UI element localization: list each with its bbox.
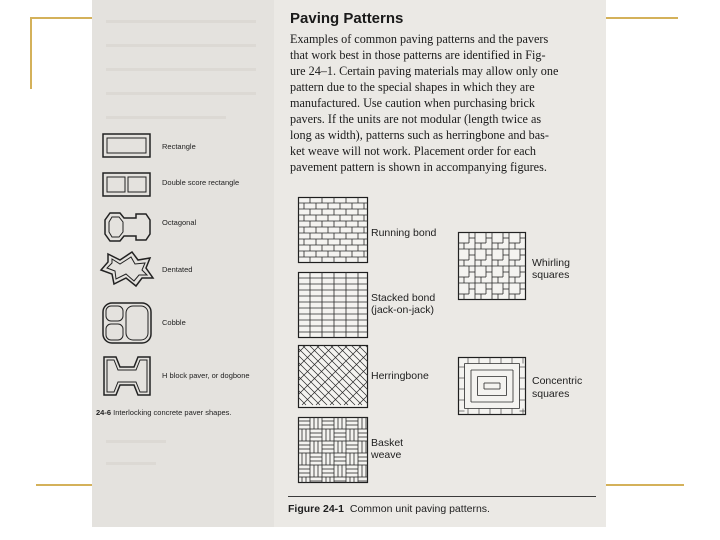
- shape-label-rectangle: Rectangle: [162, 142, 196, 151]
- pattern-frame: [299, 273, 368, 338]
- whirling-squares-pattern: [458, 232, 526, 300]
- pattern-label-weave: weave: [371, 449, 402, 461]
- pattern-label-concentric: Concentric: [532, 375, 583, 387]
- pattern-frame: [299, 198, 368, 263]
- figure-caption: [288, 503, 490, 515]
- left-caption-number: 24-6: [96, 408, 112, 417]
- basket-weave-pattern: [298, 417, 368, 483]
- figure-caption-text: Common unit paving patterns.: [349, 503, 490, 515]
- paragraph-line: Examples of common paving patterns and the pavers: [290, 32, 549, 46]
- shape-label-dogbone: H block paver, or dogbone: [162, 371, 250, 380]
- paragraph-line: manufactured. Use caution when purchasing brick: [290, 96, 536, 110]
- decor-line-top-right: [606, 17, 678, 19]
- rectangle-paver-icon: [102, 133, 152, 159]
- left-figure-caption: [96, 408, 232, 417]
- shape-label-double-score: Double score rectangle: [162, 178, 240, 187]
- pattern-label-basket: Basket: [371, 437, 404, 449]
- paragraph-line: pattern due to the special shapes in which they are: [290, 80, 535, 94]
- pattern-label-stacked-bond: Stacked bond: [371, 292, 436, 304]
- stacked-bond-pattern: [298, 272, 368, 338]
- paragraph-line: that work best in those patterns are identified in Fig-: [290, 48, 546, 62]
- pattern-label-running-bond: Running bond: [371, 227, 437, 239]
- decor-line-bottom-left: [36, 484, 92, 486]
- pattern-label-herringbone: Herringbone: [371, 370, 429, 382]
- pattern-frame: [459, 358, 526, 415]
- paragraph-line: pavers. If the units are not modular (length twice as: [290, 112, 542, 126]
- shape-label-cobble: Cobble: [162, 318, 186, 327]
- paragraph-line: ket weave will not work. Placement order for each: [290, 144, 537, 158]
- octagonal-paver-icon: [102, 210, 152, 244]
- dentated-paver-icon: [98, 250, 156, 288]
- dogbone-paver-icon: [102, 355, 152, 397]
- cobble-paver-icon: [102, 302, 152, 344]
- pattern-label-whirling-sub: squares: [532, 269, 570, 281]
- pattern-label-whirling: Whirling: [532, 257, 570, 269]
- page-heading: Paving Patterns: [290, 10, 404, 27]
- paragraph-line: pavement pattern is shown in accompanying figures.: [290, 160, 547, 174]
- shape-label-dentated: Dentated: [162, 265, 193, 274]
- herringbone-pattern: [298, 345, 368, 408]
- concentric-squares-pattern: [458, 357, 526, 415]
- running-bond-pattern: [298, 197, 368, 263]
- double-score-paver-icon: [102, 172, 152, 198]
- scanned-textbook-page: [92, 0, 606, 527]
- caption-rule: [288, 496, 596, 497]
- decor-line-left-vertical: [30, 17, 32, 89]
- left-caption-text: Interlocking concrete paver shapes.: [113, 408, 232, 417]
- figure-caption-number: Figure 24-1: [288, 503, 345, 515]
- shape-label-octagonal: Octagonal: [162, 218, 197, 227]
- decor-line-bottom-right: [606, 484, 684, 486]
- pattern-label-concentric-sub: squares: [532, 388, 570, 400]
- decor-line-top-left: [30, 17, 92, 19]
- paragraph-line: long as width), patterns such as herringbone and bas-: [290, 128, 549, 142]
- paragraph-line: ure 24–1. Certain paving materials may allow only one: [290, 64, 559, 78]
- pattern-label-stacked-bond-sub: (jack-on-jack): [371, 304, 435, 316]
